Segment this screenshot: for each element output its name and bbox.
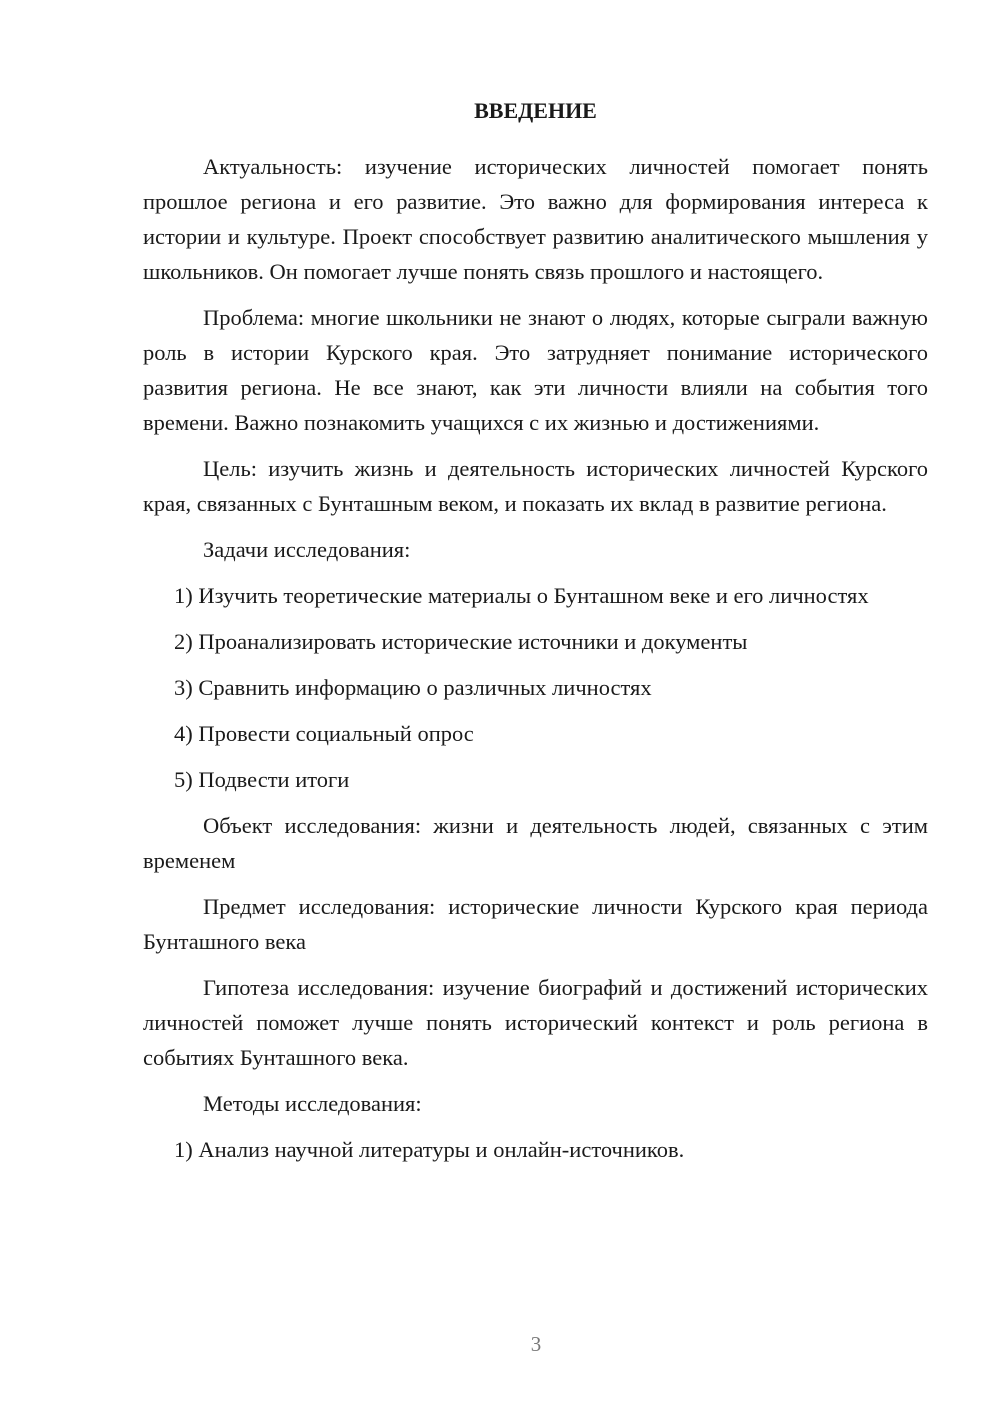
- page-number: 3: [530, 1332, 542, 1356]
- goal-paragraph: Цель: изучить жизнь и деятельность исторических личностей Курского края, связанных с Бунташным веком, и показать их вклад в развитие региона.: [143, 456, 928, 516]
- task-item: 1) Изучить теоретические материалы о Бунташном веке и его личностях: [174, 583, 869, 608]
- subject-paragraph: Предмет исследования: исторические личности Курского края периода Бунташного века: [143, 894, 928, 954]
- hypothesis-paragraph: Гипотеза исследования: изучение биографий и достижений исторических личностей поможет лучше понять исторический контекст и роль региона в событиях Бунташного века.: [143, 975, 928, 1070]
- document-body: [143, 93, 928, 1178]
- page-title: ВВЕДЕНИЕ: [474, 98, 597, 123]
- task-item: 2) Проанализировать исторические источники и документы: [174, 629, 748, 654]
- task-item: 5) Подвести итоги: [174, 767, 350, 792]
- problem-paragraph: Проблема: многие школьники не знают о людях, которые сыграли важную роль в истории Курского края. Это затрудняет понимание исторического развития региона. Не все знают, как эти личности влияли на события того времени. Важно познакомить учащихся с их жизнью и достижениями.: [143, 305, 928, 435]
- task-item: 4) Провести социальный опрос: [174, 721, 474, 746]
- object-paragraph: Объект исследования: жизни и деятельность людей, связанных с этим временем: [143, 813, 928, 873]
- methods-heading: Методы исследования:: [203, 1091, 422, 1116]
- tasks-heading: Задачи исследования:: [203, 537, 411, 562]
- method-item: 1) Анализ научной литературы и онлайн-источников.: [174, 1137, 685, 1162]
- relevance-paragraph: Актуальность: изучение исторических личностей помогает понять прошлое региона и его развитие. Это важно для формирования интереса к истории и культуре. Проект способствует развитию аналитического мышления у школьников. Он помогает лучше понять связь прошлого и настоящего.: [143, 154, 928, 284]
- task-item: 3) Сравнить информацию о различных личностях: [174, 675, 652, 700]
